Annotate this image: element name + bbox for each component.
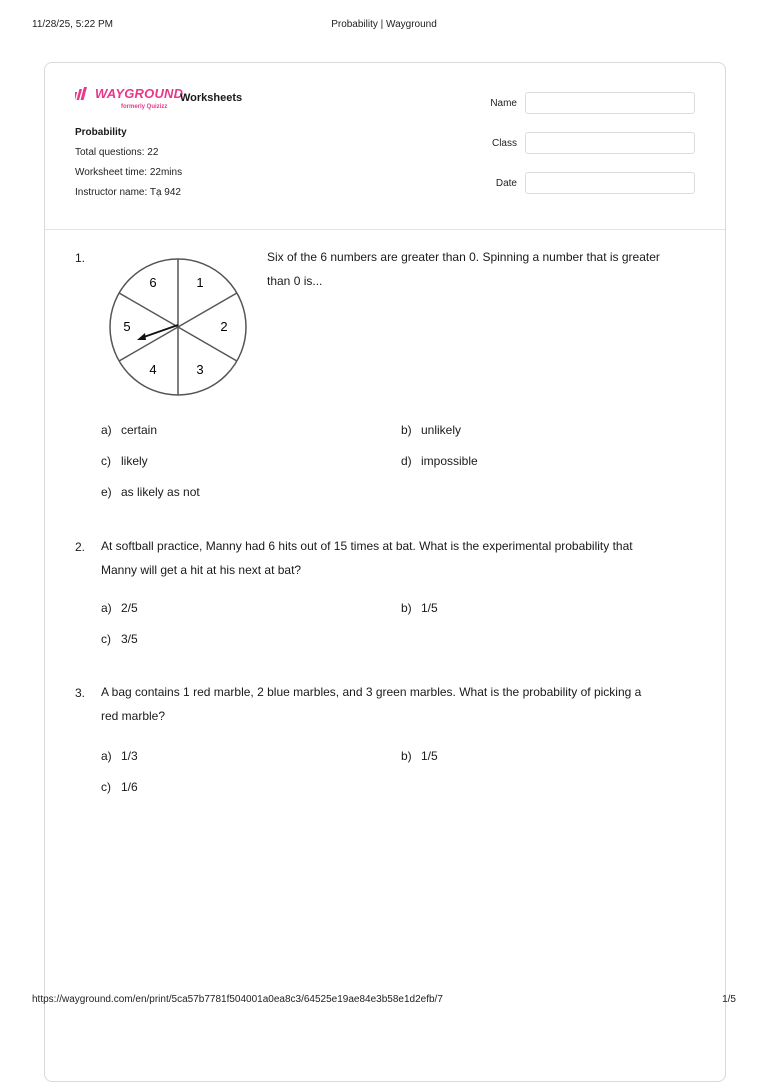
spinner-label-6: 6 [149, 275, 157, 290]
date-label: Date [495, 178, 517, 189]
option-letter: a) [101, 423, 112, 437]
question-text-line: red marble? [101, 709, 166, 723]
spinner-label-2: 2 [220, 319, 228, 334]
option-text: 2/5 [121, 601, 138, 615]
question-text [101, 680, 711, 728]
name-field[interactable] [525, 92, 695, 114]
worksheet-header [45, 63, 725, 230]
date-field[interactable] [525, 172, 695, 194]
name-label: Name [490, 98, 517, 109]
print-page-number: 1/5 [722, 994, 736, 1005]
question-text-line: Six of the 6 numbers are greater than 0. Spinning a number that is greater [267, 250, 660, 264]
total-questions: Total questions: 22 [75, 147, 159, 158]
answer-option-a[interactable] [101, 601, 138, 615]
option-letter: b) [401, 601, 412, 615]
class-label: Class [491, 138, 517, 149]
answer-option-d[interactable] [401, 454, 478, 468]
spinner-label-3: 3 [196, 362, 204, 377]
option-text: 1/3 [121, 749, 138, 763]
answer-option-b[interactable] [401, 601, 438, 615]
class-field[interactable] [525, 132, 695, 154]
brand-formerly: formerly Quizizz [121, 104, 168, 110]
option-letter: b) [401, 423, 412, 437]
option-letter: b) [401, 749, 412, 763]
option-text: certain [121, 423, 158, 437]
question-text-line: than 0 is... [267, 274, 323, 288]
option-letter: d) [401, 454, 412, 468]
print-datetime: 11/28/25, 5:22 PM [32, 19, 113, 30]
question-text-line: A bag contains 1 red marble, 2 blue marbles, and 3 green marbles. What is the probability of picking a [101, 685, 642, 699]
option-text: unlikely [421, 423, 462, 437]
option-letter: c) [101, 632, 111, 646]
question-text [101, 534, 711, 582]
spinner-diagram [107, 256, 249, 398]
option-text: 1/6 [121, 780, 138, 794]
option-text: 3/5 [121, 632, 138, 646]
instructor-name: Instructor name: Tạ 942 [75, 187, 181, 198]
question-text-line: Manny will get a hit at his next at bat? [101, 563, 302, 577]
answer-option-b[interactable] [401, 749, 438, 763]
option-letter: a) [101, 749, 112, 763]
worksheets-label: Worksheets [180, 92, 243, 104]
worksheet-time: Worksheet time: 22mins [75, 167, 183, 178]
worksheet-card [44, 62, 726, 1082]
option-text: impossible [421, 454, 478, 468]
print-header [32, 19, 736, 33]
answer-option-a[interactable] [101, 749, 138, 763]
option-letter: e) [101, 485, 112, 499]
question-number: 2. [75, 540, 86, 554]
spinner-label-4: 4 [149, 362, 157, 377]
option-letter: c) [101, 780, 111, 794]
question-number: 3. [75, 686, 86, 700]
answer-option-e[interactable] [101, 485, 200, 499]
print-page-title: Probability | Wayground [331, 19, 437, 30]
worksheet-title: Probability [75, 127, 127, 138]
spinner-label-1: 1 [196, 275, 204, 290]
answer-option-b[interactable] [401, 423, 461, 437]
brand-name: WAYGROUND [95, 86, 184, 101]
print-url: https://wayground.com/en/print/5ca57b7781f504001a0ea8c3/64525e19ae84e3b58e1d2efb/7 [32, 994, 443, 1005]
answer-option-a[interactable] [101, 423, 157, 437]
option-letter: a) [101, 601, 112, 615]
spinner-arrow [137, 325, 178, 340]
question-text-line: At softball practice, Manny had 6 hits out of 15 times at bat. What is the experimental probability that [101, 539, 633, 553]
print-footer [32, 994, 736, 1008]
option-text: 1/5 [421, 601, 438, 615]
question-number: 1. [75, 251, 86, 265]
answer-option-c[interactable] [101, 632, 138, 646]
option-text: as likely as not [121, 485, 200, 499]
option-text: likely [121, 454, 148, 468]
option-text: 1/5 [421, 749, 438, 763]
question-text [267, 245, 707, 293]
spinner-label-5: 5 [123, 319, 131, 334]
wayground-logo-icon [75, 87, 95, 101]
option-letter: c) [101, 454, 111, 468]
answer-option-c[interactable] [101, 780, 138, 794]
answer-option-c[interactable] [101, 454, 148, 468]
